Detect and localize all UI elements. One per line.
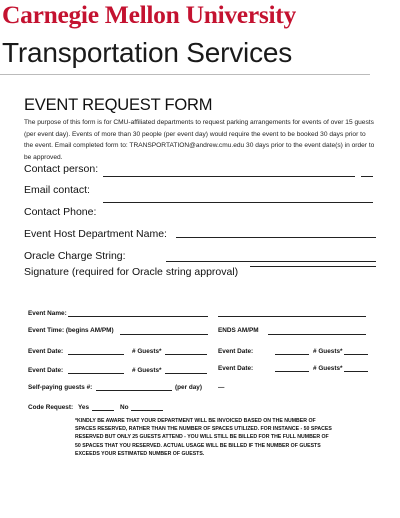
event-time-field[interactable] [120,334,208,335]
event-date-field-1[interactable] [68,354,124,355]
event-date-field-4[interactable] [275,371,309,372]
event-name-label: Event Name: [28,310,67,317]
guests-field-4[interactable] [344,371,368,372]
guests-field-1[interactable] [165,354,207,355]
event-date-label-3: Event Date: [28,367,64,374]
host-department-field[interactable] [176,237,376,238]
email-contact-label: Email contact: [24,184,90,196]
oracle-charge-field-2[interactable] [250,266,376,267]
code-request-label: Code Request: [28,404,74,411]
university-name: Carnegie Mellon University [2,0,296,29]
oracle-charge-field[interactable] [166,261,376,262]
code-no-label: No [120,404,129,411]
guests-label-2: # Guests* [313,348,343,355]
header-divider [0,74,370,75]
oracle-charge-label: Oracle Charge String: [24,250,126,262]
guests-label-4: # Guests* [313,365,343,372]
guests-label-3: # Guests* [132,367,162,374]
email-contact-field[interactable] [103,202,373,203]
self-paying-label: Self-paying guests #: [28,384,93,391]
code-yes-label: Yes [78,404,90,411]
department-name: Transportation Services [2,37,293,68]
event-name-field[interactable] [68,316,208,317]
event-time-label: Event Time: (begins AM/PM) [28,327,114,334]
event-date-label-4: Event Date: [218,365,254,372]
guests-label-1: # Guests* [132,348,162,355]
contact-person-label: Contact person: [24,163,99,175]
self-paying-field[interactable] [96,390,172,391]
form-purpose: The purpose of this form is for CMU-affiliated departments to request parking arrangements for events of over 15 guests (per event day). Events of more than 30 people (per event day) would require the event to be booked 30 days prior to the event. Email completed form to: TRANSPORTATION@andrew.cmu.edu 30 days prior to the event date(s) in order to be approved. [24,119,375,161]
ends-field[interactable] [268,334,366,335]
guests-field-2[interactable] [344,354,368,355]
host-department-label: Event Host Department Name: [24,228,167,240]
per-day-label: (per day) [175,384,202,391]
event-date-label-1: Event Date: [28,348,64,355]
code-yes-field[interactable] [92,410,114,411]
event-date-label-2: Event Date: [218,348,254,355]
guests-field-3[interactable] [165,373,207,374]
event-date-field-2[interactable] [275,354,309,355]
billing-note: *KINDLY BE AWARE THAT YOUR DEPARTMENT WILL BE INVOICED BASED ON THE NUMBER OF SPACES RESERVED, RATHER THAN THE NUMBER OF SPACES UTILIZED. FOR INSTANCE - 50 SPACES RESERVED BUT ONLY 25 GUESTS ATTEND - YOU WILL STILL BE BILLED FOR THE FULL NUMBER OF 50 SPACES THAT YOU RESERVED. ACTUAL USAGE WILL BE BILLED IF THE NUMBER OF GUESTS EXCEEDS YOUR ESTIMATED NUMBER OF GUESTS. [75,418,332,457]
separator-dash: — [218,384,225,391]
event-name-field-2[interactable] [218,316,366,317]
contact-person-field[interactable] [103,176,355,177]
form-title: EVENT REQUEST FORM [24,96,213,114]
contact-phone-label: Contact Phone: [24,206,97,218]
code-no-field[interactable] [131,410,163,411]
signature-label: Signature (required for Oracle string approval) [24,266,239,278]
ends-label: ENDS AM/PM [218,327,259,334]
event-date-field-3[interactable] [68,373,124,374]
contact-person-field-extra[interactable] [361,176,373,177]
